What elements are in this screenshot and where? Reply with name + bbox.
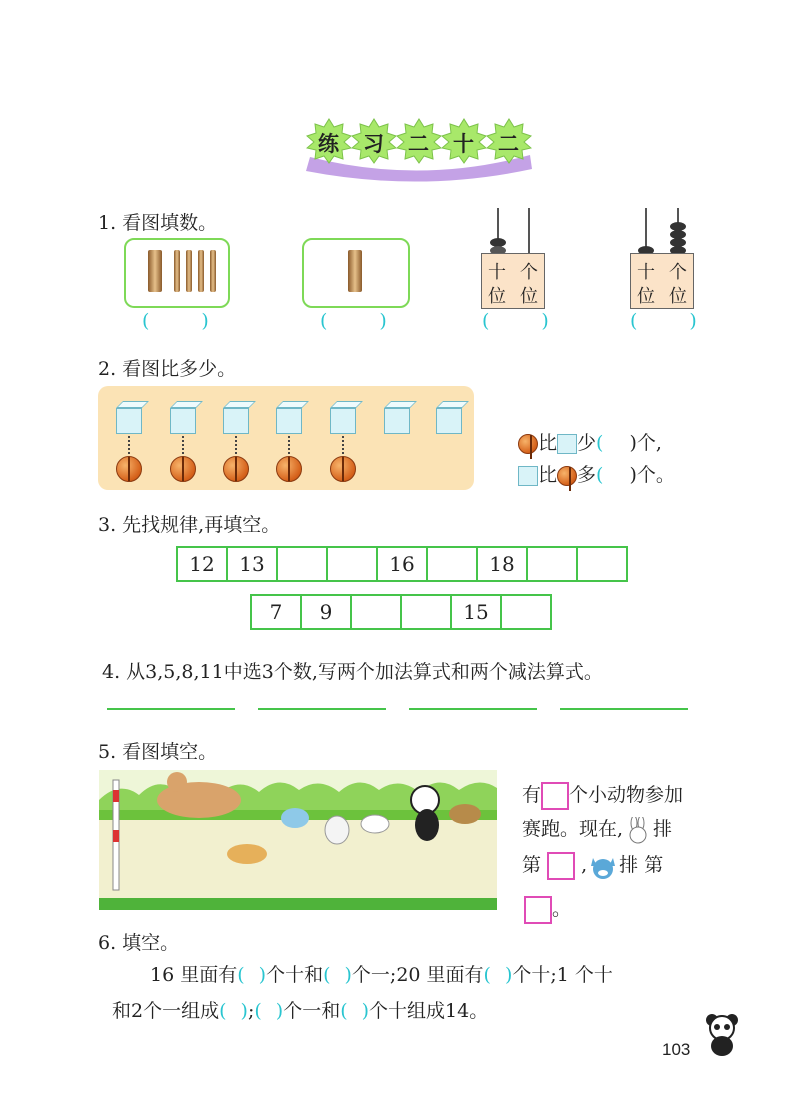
basketball-icon: [223, 456, 249, 482]
text: )个。: [629, 464, 675, 486]
text: 比: [538, 432, 558, 454]
sticks-frame-1: [124, 238, 230, 308]
stick-bundle: [148, 250, 162, 292]
basketball-icon: [330, 456, 356, 482]
text: 有: [522, 784, 542, 806]
text[interactable]: 少(: [577, 432, 604, 454]
cube-icon: [276, 408, 302, 434]
compare-line-1: [518, 428, 718, 456]
question-5-label: 5. 看图填空。: [98, 741, 218, 763]
seq-cell[interactable]: [351, 595, 401, 629]
paren-close: ): [379, 310, 387, 332]
text: 比: [538, 464, 558, 486]
page-number: 103: [662, 1040, 691, 1059]
seq-cell: 18: [477, 547, 527, 581]
sticks-frame-2: [302, 238, 410, 308]
title-char: 习: [363, 132, 384, 156]
text[interactable]: );(: [240, 1000, 262, 1022]
stick: [186, 250, 192, 292]
abacus-box: [630, 253, 694, 309]
tens-label: 十: [488, 262, 506, 283]
place-label: 位: [637, 286, 655, 307]
question-4-label: 4. 从3,5,8,11中选3个数,写两个加法算式和两个减法算式。: [102, 661, 603, 683]
seq-cell: 7: [251, 595, 301, 629]
title-star: [443, 118, 485, 164]
cube-icon: [170, 408, 196, 434]
paren-close: ): [541, 310, 549, 332]
dotted-connector: [235, 436, 237, 458]
race-scene: [99, 770, 497, 910]
answer-line[interactable]: [409, 708, 537, 710]
text: )个,: [629, 432, 662, 454]
title-star: [398, 118, 440, 164]
title-char: 十: [453, 132, 474, 156]
text: 。: [552, 898, 572, 920]
paren-close: ): [201, 310, 209, 332]
ones-label: 个: [669, 262, 687, 283]
text[interactable]: )个一和(: [275, 1000, 348, 1022]
paren-open: (: [320, 310, 328, 332]
answer-line[interactable]: [560, 708, 688, 710]
cat-icon: [587, 852, 619, 880]
title-star: [488, 118, 530, 164]
dotted-connector: [288, 436, 290, 458]
seq-cell[interactable]: [277, 547, 327, 581]
title-char: 二: [408, 132, 429, 156]
answer-blank[interactable]: [482, 310, 549, 332]
stick: [174, 250, 180, 292]
place-label: 位: [520, 286, 538, 307]
seq-cell[interactable]: [427, 547, 477, 581]
cube-icon: [384, 408, 410, 434]
text: )个十组成14。: [361, 1000, 489, 1022]
text[interactable]: )个十和(: [258, 964, 331, 986]
question-1-label: 1. 看图填数。: [98, 212, 218, 234]
question-2-label: 2. 看图比多少。: [98, 358, 237, 380]
title-star: [308, 118, 350, 164]
q6-line-1: [150, 960, 613, 987]
text: ,: [581, 854, 588, 876]
q5-text-line-2: [522, 814, 672, 844]
seq-cell[interactable]: [577, 547, 627, 581]
text[interactable]: )个一;20 里面有(: [344, 964, 491, 986]
place-label: 位: [488, 286, 506, 307]
dotted-connector: [342, 436, 344, 458]
basketball-icon: [557, 466, 577, 486]
title-char: 练: [318, 132, 339, 156]
answer-box[interactable]: [541, 782, 569, 810]
cube-icon: [518, 466, 538, 486]
cube-icon: [557, 434, 577, 454]
stick-bundle: [348, 250, 362, 292]
question-6-label: 6. 填空。: [98, 932, 180, 954]
q5-text-line-1: [522, 780, 683, 810]
sequence-row-1: [176, 546, 628, 582]
rabbit-icon: [623, 817, 653, 843]
compare-panel: [98, 386, 474, 490]
answer-blank[interactable]: [142, 310, 209, 332]
cube-icon: [436, 408, 462, 434]
basketball-icon: [518, 434, 538, 454]
text[interactable]: 16 里面有(: [150, 964, 245, 986]
answer-blank[interactable]: [630, 310, 697, 332]
seq-cell: 13: [227, 547, 277, 581]
seq-cell[interactable]: [501, 595, 551, 629]
seq-cell[interactable]: [401, 595, 451, 629]
text[interactable]: 多(: [577, 464, 604, 486]
paren-open: (: [630, 310, 638, 332]
race-illustration: [99, 770, 497, 910]
title-star: [353, 118, 395, 164]
answer-box[interactable]: [524, 896, 552, 924]
question-3-label: 3. 先找规律,再填空。: [98, 514, 281, 536]
paren-open: (: [482, 310, 490, 332]
panda-icon: [702, 1012, 742, 1058]
text[interactable]: 和2个一组成(: [112, 1000, 227, 1022]
place-label: 位: [669, 286, 687, 307]
abacus-rod: [528, 208, 530, 254]
title-char: 二: [498, 132, 519, 156]
answer-line[interactable]: [258, 708, 386, 710]
text: 排 第: [619, 854, 664, 876]
cube-icon: [116, 408, 142, 434]
basketball-icon: [170, 456, 196, 482]
paren-open: (: [142, 310, 150, 332]
q5-text-line-4: [524, 894, 571, 924]
tens-label: 十: [637, 262, 655, 283]
text: 赛跑。现在,: [522, 818, 624, 840]
compare-line-2: [518, 460, 718, 488]
text: )个十;1 个十: [504, 964, 613, 986]
cube-icon: [330, 408, 356, 434]
page-title: [308, 118, 538, 170]
seq-cell: 12: [177, 547, 227, 581]
seq-cell[interactable]: [327, 547, 377, 581]
abacus-box: [481, 253, 545, 309]
dotted-connector: [182, 436, 184, 458]
dotted-connector: [128, 436, 130, 458]
seq-cell: 15: [451, 595, 501, 629]
answer-box[interactable]: [547, 852, 575, 880]
seq-cell[interactable]: [527, 547, 577, 581]
stick: [198, 250, 204, 292]
q6-line-2: [112, 996, 488, 1023]
text: 第: [522, 854, 542, 876]
q5-text-line-3: [522, 850, 663, 880]
stick: [210, 250, 216, 292]
ones-label: 个: [520, 262, 538, 283]
sequence-row-2: [250, 594, 552, 630]
answer-blank[interactable]: [320, 310, 387, 332]
text: 个小动物参加: [569, 784, 684, 806]
text: 排: [653, 818, 673, 840]
answer-line[interactable]: [107, 708, 235, 710]
seq-cell: 16: [377, 547, 427, 581]
seq-cell: 9: [301, 595, 351, 629]
basketball-icon: [116, 456, 142, 482]
cube-icon: [223, 408, 249, 434]
paren-close: ): [689, 310, 697, 332]
basketball-icon: [276, 456, 302, 482]
